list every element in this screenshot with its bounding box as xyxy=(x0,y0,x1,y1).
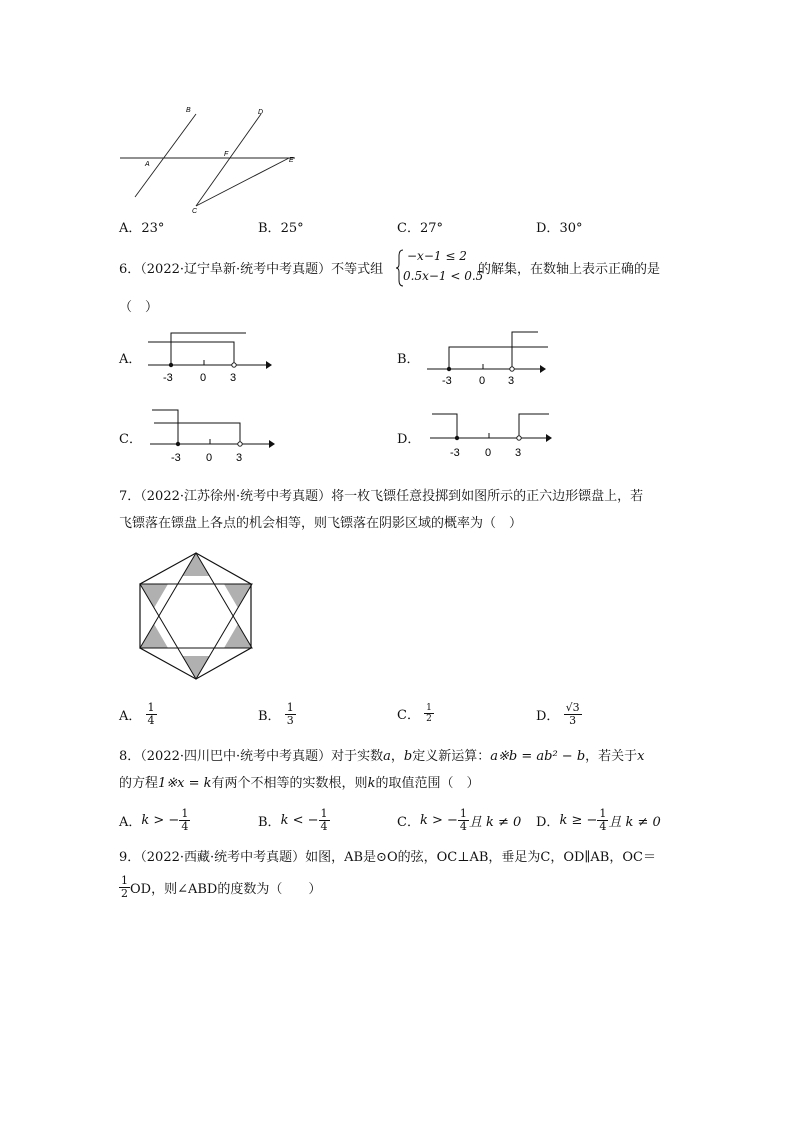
line-ce xyxy=(196,158,289,206)
q7-stem-line-1: 7．（2022·江苏徐州·统考中考真题）将一枚飞镖任意投掷到如图所示的正六边形镖盘上，若 xyxy=(119,489,644,504)
q6-option-b-label[interactable]: B． xyxy=(397,352,420,367)
q5-option-c[interactable]: C．27° xyxy=(397,221,443,236)
q7-hexagon-dartboard xyxy=(133,548,259,684)
q8-stem-line-2: 的方程1※x = k有两个不相等的实数根，则k的取值范围（ ） xyxy=(119,776,480,791)
label-d: D xyxy=(258,109,264,116)
q6-c-tick-neg3: -3 xyxy=(171,452,181,463)
q5-geometry-figure xyxy=(112,100,312,215)
q7-option-d[interactable]: D． $\frac{√3}{3}$ xyxy=(536,701,580,727)
q6-d-tick-0: 0 xyxy=(485,447,492,459)
q6-b-tick-neg3: -3 xyxy=(442,375,452,384)
q7-stem-line-2: 飞镖落在镖盘上各点的机会相等，则飞镖落在阴影区域的概率为（ ） xyxy=(119,516,523,531)
q6-a-tick-neg3: -3 xyxy=(163,372,173,384)
q8-option-c[interactable]: C．k > − $\frac{1}{4}$ 且 k ≠ 0 xyxy=(397,807,522,833)
q6-option-c-label[interactable]: C． xyxy=(119,432,142,447)
q5-option-a[interactable]: A．23° xyxy=(119,221,165,236)
q6-c-tick-0: 0 xyxy=(206,452,213,463)
q8-option-b[interactable]: B．k < − $\frac{1}{4}$ xyxy=(258,807,328,833)
label-e: E xyxy=(289,157,294,164)
line-ab xyxy=(135,114,196,197)
q6-stem-suffix: 的解集，在数轴上表示正确的是 xyxy=(478,262,661,277)
q6-a-tick-0: 0 xyxy=(200,372,207,384)
q6-option-a-label[interactable]: A． xyxy=(119,352,142,367)
q9-stem-line-2: $\frac{1}{2}$ OD，则∠ABD的度数为（ ） xyxy=(121,874,322,900)
q6-stem-prefix: 6．（2022·辽宁阜新·统考中考真题）不等式组 xyxy=(119,262,384,277)
q6-d-tick-neg3: -3 xyxy=(450,447,460,459)
q6-b-tick-3: 3 xyxy=(508,375,515,384)
label-f: F xyxy=(224,151,229,158)
q6-answer-paren: （ ） xyxy=(119,300,159,315)
q7-option-c[interactable]: C． $\frac{1}{2}$ xyxy=(397,703,432,724)
q6-number-line-a[interactable] xyxy=(148,328,272,384)
q6-number-line-d[interactable] xyxy=(430,408,556,460)
q6-number-line-b[interactable] xyxy=(427,328,551,384)
q8-option-d[interactable]: D．k ≥ − $\frac{1}{4}$ 且 k ≠ 0 xyxy=(536,807,661,833)
q9-stem-line-1: 9．（2022·西藏·统考中考真题）如图，AB是⊙O的弦，OC⊥AB，垂足为C，OD∥AB，OC＝ xyxy=(119,850,656,865)
q5-option-d[interactable]: D．30° xyxy=(536,221,583,236)
line-cd xyxy=(196,114,261,206)
q7-option-a[interactable]: A． $\frac{1}{4}$ xyxy=(119,701,155,727)
q6-inequality-1: −x−1 ≤ 2 xyxy=(407,249,467,263)
label-a: A xyxy=(145,161,150,168)
q6-c-tick-3: 3 xyxy=(236,452,243,463)
label-b: B xyxy=(186,107,191,114)
q6-inequality-2: 0.5x−1 < 0.5 xyxy=(403,269,484,283)
label-c: C xyxy=(192,208,198,215)
q6-a-tick-3: 3 xyxy=(230,372,237,384)
q5-option-b[interactable]: B．25° xyxy=(258,221,304,236)
q6-d-tick-3: 3 xyxy=(515,447,522,459)
q8-option-a[interactable]: A．k > − $\frac{1}{4}$ xyxy=(119,807,189,833)
q6-b-tick-0: 0 xyxy=(479,375,486,384)
q6-option-d-label[interactable]: D． xyxy=(397,432,421,447)
q8-stem-line-1: 8．（2022·四川巴中·统考中考真题）对于实数a，b定义新运算：a※b = ab² − b，若关于x xyxy=(119,749,645,764)
q7-option-b[interactable]: B． $\frac{1}{3}$ xyxy=(258,701,294,727)
q6-number-line-c[interactable] xyxy=(150,405,278,463)
